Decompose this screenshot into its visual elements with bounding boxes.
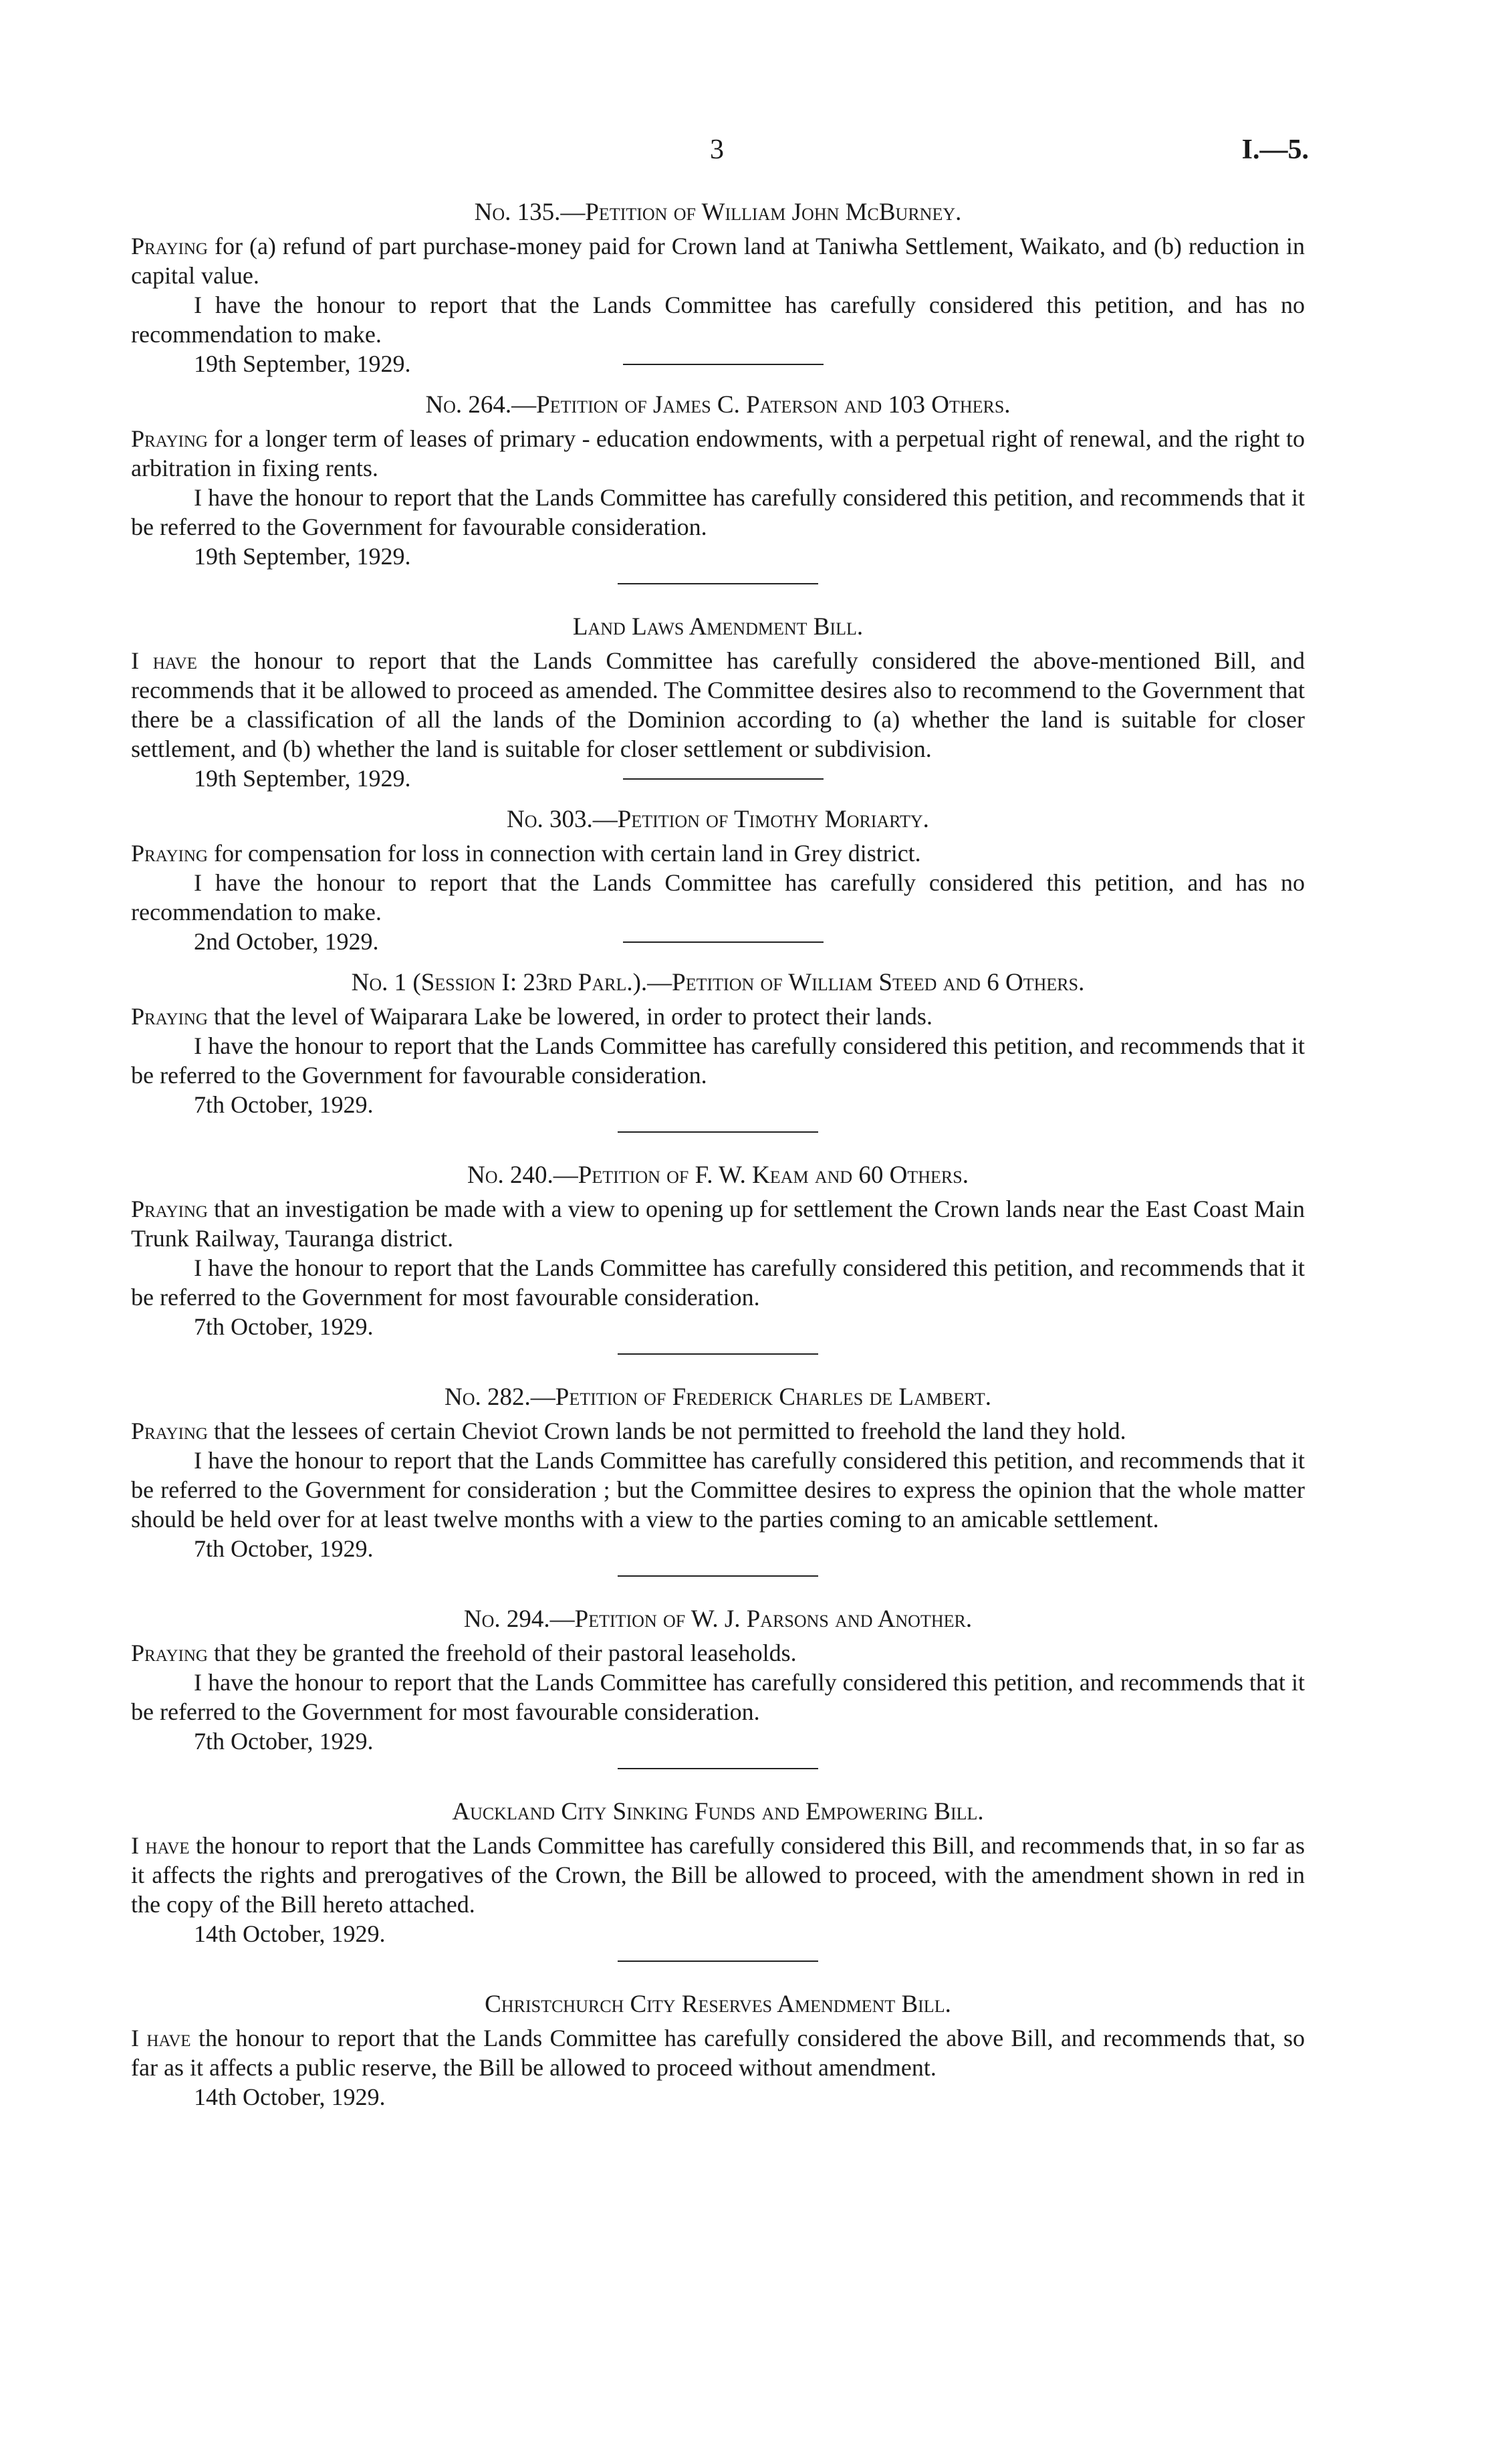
section-heading: No. 135.—Petition of William John McBurney. [474,199,962,226]
document-body [131,198,1305,2112]
report-paragraph [131,2023,1305,2082]
report-paragraph: I have the honour to report that the Lands Committee has carefully considered this petition, and recommends that it be referred to the Government for most favourable consideration. [131,1669,1305,1725]
section-heading: Auckland City Sinking Funds and Empowering Bill. [452,1798,984,1825]
section-divider [618,1768,818,1769]
petition-303 [131,805,1305,956]
petition-1-session-i [131,968,1305,1133]
section-divider [623,941,824,943]
report-date: 14th October, 1929. [194,2084,386,2110]
section-divider [618,1961,818,1962]
section-heading: Christchurch City Reserves Amendment Bill. [485,1991,951,2018]
report-date: 14th October, 1929. [194,1920,386,1947]
page-header [0,134,1500,174]
date-row [131,1919,1305,1948]
date-row [131,1726,1305,1756]
section-heading: No. 1 (Session I: 23rd Parl.).—Petition of William Steed and 6 Others. [351,969,1085,996]
report-date: 7th October, 1929. [194,1728,374,1755]
prayer-text: for a longer term of leases of primary - education endowments, with a perpetual right of renewal, and the right to arbitration in fixing rents. [131,425,1305,481]
prayer-paragraph [131,1638,1305,1668]
petition-264 [131,390,1305,584]
report-date: 7th October, 1929. [194,1535,374,1562]
document-reference: I.—5. [1241,134,1309,165]
lead-word: Praying [131,840,208,867]
lead-word: Praying [131,1196,208,1222]
report-paragraph: I have the honour to report that the Lands Committee has carefully considered this petition, and recommends that it be referred to the Government for favourable consideration. [131,1032,1305,1089]
section-divider [618,583,818,584]
report-paragraph: I have the honour to report that the Lands Committee has carefully considered this petition, and has no recommendation to make. [131,292,1305,348]
section-heading: No. 303.—Petition of Timothy Moriarty. [507,806,929,833]
lead-word: Praying [131,1640,208,1666]
land-laws-amendment-bill [131,612,1305,793]
report-date: 19th September, 1929. [194,765,411,792]
lead-word: Praying [131,233,208,259]
report-date: 2nd October, 1929. [194,928,379,955]
section-divider [618,1353,818,1355]
prayer-text: for (a) refund of part purchase-money paid for Crown land at Taniwha Settlement, Waikato, and (b) reduction in capital value. [131,233,1305,289]
report-date: 19th September, 1929. [194,543,411,570]
lead-word: I have [131,647,197,674]
prayer-paragraph [131,231,1305,290]
report-paragraph: I have the honour to report that the Lands Committee has carefully considered this petition, and recommends that it be referred to the Government for most favourable consideration. [131,1254,1305,1311]
section-divider [618,1131,818,1133]
report-paragraph: I have the honour to report that the Lands Committee has carefully considered this petition, and recommends that it be referred to the Government for favourable consideration. [131,484,1305,540]
lead-word: Praying [131,425,208,452]
lead-word: Praying [131,1003,208,1030]
prayer-text: that the lessees of certain Cheviot Crown lands be not permitted to freehold the land they hold. [207,1418,1126,1444]
prayer-paragraph [131,1194,1305,1253]
prayer-text: for compensation for loss in connection with certain land in Grey district. [207,840,921,867]
date-row [131,2082,1305,2112]
date-row [131,1090,1305,1119]
section-heading: No. 240.—Petition of F. W. Keam and 60 Others. [467,1161,969,1189]
date-row [131,927,1305,956]
lead-word: I have [131,1832,190,1859]
date-row [131,542,1305,571]
report-paragraph [131,646,1305,764]
report-paragraph [131,1831,1305,1919]
auckland-city-sinking-funds-bill [131,1797,1305,1962]
date-row [131,349,1305,378]
report-paragraph: I have the honour to report that the Lands Committee has carefully considered this petition, and has no recommendation to make. [131,869,1305,925]
date-row [131,1312,1305,1341]
petition-135 [131,198,1305,378]
petition-282 [131,1383,1305,1577]
lead-word: I have [131,2025,191,2051]
report-date: 7th October, 1929. [194,1313,374,1340]
section-divider [618,1575,818,1577]
section-heading: No. 294.—Petition of W. J. Parsons and Another. [463,1605,973,1633]
section-heading: Land Laws Amendment Bill. [572,613,864,641]
prayer-text: that they be granted the freehold of their pastoral leaseholds. [207,1640,797,1666]
report-date: 19th September, 1929. [194,350,411,377]
prayer-text: that the level of Waiparara Lake be lowered, in order to protect their lands. [207,1003,932,1030]
prayer-text: that an investigation be made with a view to opening up for settlement the Crown lands near the East Coast Main Trunk Railway, Tauranga district. [131,1196,1305,1252]
petition-240 [131,1161,1305,1355]
report-paragraph: I have the honour to report that the Lands Committee has carefully considered this petition, and recommends that it be referred to the Government for consideration ; but the Committee desires to express the opinion that the whole matter should be held over for at least twelve months with a view to the parties coming to an amicable settlement. [131,1447,1305,1533]
page-number: 3 [710,134,724,165]
section-divider [623,778,824,780]
report-text: the honour to report that the Lands Committee has carefully considered the above Bill, and recommends that, so far as it affects a public reserve, the Bill be allowed to proceed without amendment. [131,2025,1305,2081]
section-divider [623,364,824,365]
lead-word: Praying [131,1418,208,1444]
report-text: the honour to report that the Lands Committee has carefully considered this Bill, and recommends that, in so far as it affects the rights and prerogatives of the Crown, the Bill be allowed to proceed, with the amendment shown in red in the copy of the Bill hereto attached. [131,1832,1305,1918]
date-row [131,764,1305,793]
christchurch-city-reserves-bill [131,1990,1305,2112]
section-heading: No. 282.—Petition of Frederick Charles de Lambert. [445,1383,991,1411]
petition-294 [131,1605,1305,1769]
date-row [131,1534,1305,1563]
prayer-paragraph [131,1002,1305,1031]
report-date: 7th October, 1929. [194,1091,374,1118]
prayer-paragraph [131,424,1305,483]
section-heading: No. 264.—Petition of James C. Paterson and 103 Others. [425,391,1011,419]
report-text: the honour to report that the Lands Committee has carefully considered the above-mentioned Bill, and recommends that it be allowed to proceed as amended. The Committee desires also to recommend to the Government that there be a classification of all the lands of the Dominion according to (a) whether the land is suitable for closer settlement, and (b) whether the land is suitable for closer settlement or subdivision. [131,647,1305,762]
prayer-paragraph [131,1416,1305,1446]
prayer-paragraph [131,838,1305,868]
